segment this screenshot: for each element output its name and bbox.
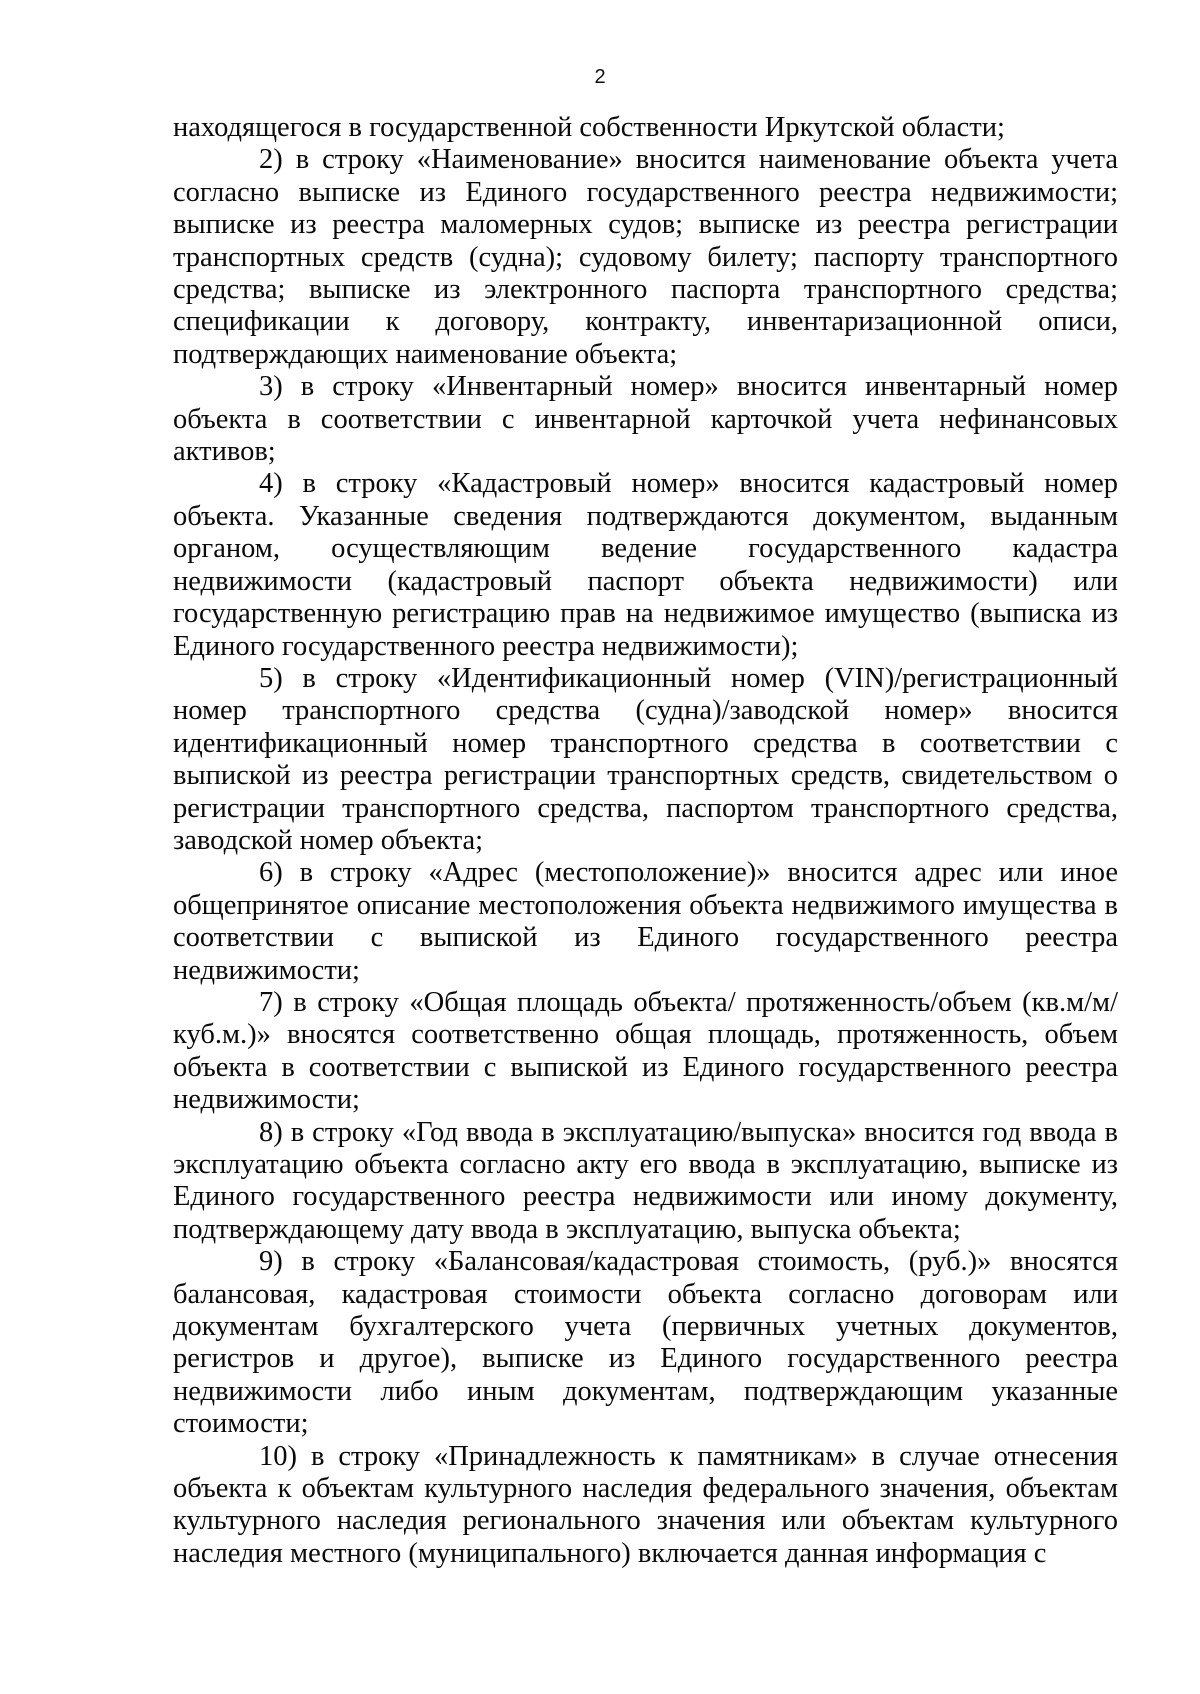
paragraph-item-4-cadastral-number: 4) в строку «Кадастровый номер» вносится кадастровый номер объекта. Указанные сведения подтверждаются документом, выданным органом, осуществляющим ведение государственного кадастра недвижимости (кадастровый паспорт объекта недвижимости) или государственную регистрацию прав на недвижимое имущество (выписка из Единого государственного реестра недвижимости); xyxy=(173,468,1118,662)
paragraph-item-3-inventory-number: 3) в строку «Инвентарный номер» вносится инвентарный номер объекта в соответствии с инвентарной карточкой учета нефинансовых активов; xyxy=(173,371,1118,468)
document-body xyxy=(173,112,1118,1570)
paragraph-item-7-area: 7) в строку «Общая площадь объекта/ протяженность/объем (кв.м/м/куб.м.)» вносятся соответственно общая площадь, протяженность, объем объекта в соответствии с выпиской из Единого государственного реестра недвижимости; xyxy=(173,986,1118,1116)
paragraph-item-6-address: 6) в строку «Адрес (местоположение)» вносится адрес или иное общепринятое описание местоположения объекта недвижимого имущества в соответствии с выпиской из Единого государственного реестра недвижимости; xyxy=(173,857,1118,986)
page-number: 2 xyxy=(594,66,606,88)
paragraph-item-10-monuments: 10) в строку «Принадлежность к памятникам» в случае отнесения объекта к объектам культурного наследия федерального значения, объектам культурного наследия регионального значения или объектам культурного наследия местного (муниципального) включается данная информация с xyxy=(173,1440,1118,1569)
paragraph-item-5-vin: 5) в строку «Идентификационный номер (VIN)/регистрационный номер транспортного средства (судна)/заводской номер» вносится идентификационный номер транспортного средства в соответствии с выпиской из реестра регистрации транспортных средств, свидетельством о регистрации транспортного средства, паспортом транспортного средства, заводской номер объекта; xyxy=(173,662,1118,856)
paragraph-continuation: находящегося в государственной собственности Иркутской области; xyxy=(173,112,1005,143)
paragraph-item-8-year: 8) в строку «Год ввода в эксплуатацию/выпуска» вносится год ввода в эксплуатацию объекта согласно акту его ввода в эксплуатацию, выписке из Единого государственного реестра недвижимости или иному документу, подтверждающему дату ввода в эксплуатацию, выпуска объекта; xyxy=(173,1116,1118,1245)
paragraph-item-2-name: 2) в строку «Наименование» вносится наименование объекта учета согласно выписке из Единого государственного реестра недвижимости; выписке из реестра маломерных судов; выписке из реестра регистрации транспортных средств (судна); судовому билету; паспорту транспортного средства; выписке из электронного паспорта транспортного средства; спецификации к договору, контракту, инвентаризационной описи, подтверждающих наименование объекта; xyxy=(173,144,1118,370)
paragraph-item-9-cost: 9) в строку «Балансовая/кадастровая стоимость, (руб.)» вносятся балансовая, кадастровая стоимости объекта согласно договорам или документам бухгалтерского учета (первичных учетных документов, регистров и другое), выписке из Единого государственного реестра недвижимости либо иным документам, подтверждающим указанные стоимости; xyxy=(173,1246,1118,1440)
